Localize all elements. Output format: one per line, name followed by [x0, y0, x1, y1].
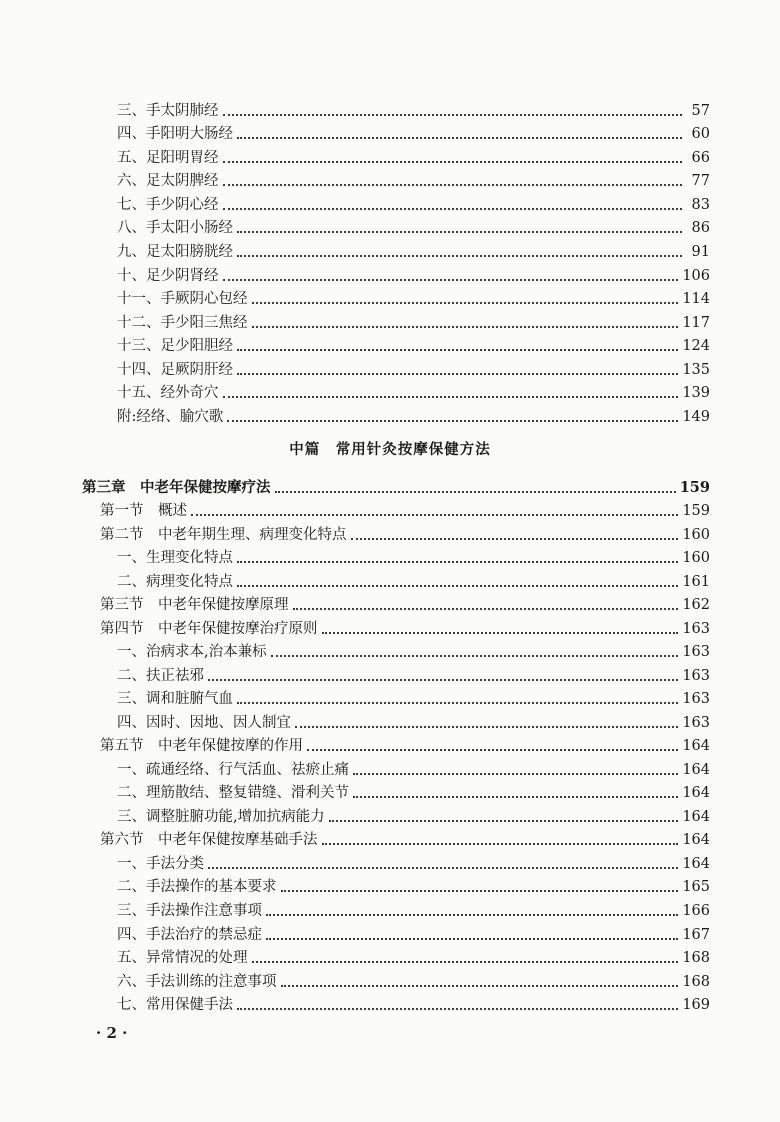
- part-title: 中篇 常用针灸按摩保健方法: [289, 441, 491, 458]
- dot-leader: [223, 114, 683, 116]
- toc-entry-page: 77: [691, 173, 710, 189]
- toc-entry-page: 163: [682, 715, 710, 731]
- toc-entry-label: 十三、足少阳胆经: [117, 338, 233, 354]
- toc-entry: [117, 849, 710, 873]
- dot-leader: [223, 208, 683, 210]
- toc-entry: [117, 755, 710, 779]
- toc-entry: [117, 143, 710, 167]
- toc-entry-label: 第一节 概述: [100, 503, 187, 519]
- dot-leader: [351, 538, 679, 540]
- toc-entry-page: 86: [691, 220, 710, 236]
- toc-entry-label: 第三章 中老年保健按摩疗法: [82, 479, 271, 496]
- toc-entry-page: 164: [682, 785, 710, 801]
- toc-entry-label: 六、足太阴脾经: [117, 173, 219, 189]
- toc-entry-page: 160: [682, 550, 710, 566]
- dot-leader: [208, 867, 678, 869]
- toc-entry: [117, 661, 710, 685]
- toc-entry-label: 十五、经外奇穴: [117, 385, 219, 401]
- dot-leader: [223, 396, 679, 398]
- dot-leader: [227, 420, 678, 422]
- dot-leader: [322, 632, 679, 634]
- toc-entry-page: 163: [682, 621, 710, 637]
- toc-section-entry: [100, 731, 710, 755]
- toc-entry-label: 五、足阳明胃经: [117, 150, 219, 166]
- toc-entry-page: 106: [682, 268, 710, 284]
- toc-entry-page: 117: [682, 315, 710, 331]
- dot-leader: [293, 608, 679, 610]
- dot-leader: [237, 373, 678, 375]
- toc-entry-label: 二、手法操作的基本要求: [117, 879, 277, 895]
- toc-entry-page: 159: [679, 479, 710, 496]
- toc-entry-label: 一、治病求本,治本兼标: [117, 644, 267, 660]
- toc-entry-label: 三、手太阴肺经: [117, 103, 219, 119]
- dot-leader: [275, 491, 676, 493]
- toc-entry-page: 57: [691, 103, 710, 119]
- toc-entry: [117, 708, 710, 732]
- toc-entry-page: 149: [682, 409, 710, 425]
- toc-entry-page: 163: [682, 644, 710, 660]
- toc-entry-page: 124: [682, 338, 710, 354]
- toc-entry: [117, 778, 710, 802]
- dot-leader: [266, 938, 678, 940]
- toc-entry-label: 十四、足厥阴肝经: [117, 362, 233, 378]
- toc-entry: [117, 402, 710, 426]
- toc-entry-label: 第四节 中老年保健按摩治疗原则: [100, 621, 318, 637]
- dot-leader: [223, 184, 683, 186]
- toc-entry-page: 164: [682, 738, 710, 754]
- dot-leader: [237, 137, 682, 139]
- toc-entry: [117, 237, 710, 261]
- dot-leader: [353, 796, 678, 798]
- toc-entry-page: 164: [682, 809, 710, 825]
- toc-entry-page: 167: [682, 927, 710, 943]
- toc-entry: [117, 331, 710, 355]
- toc-entry-label: 十一、手厥阴心包经: [117, 291, 248, 307]
- dot-leader: [252, 326, 679, 328]
- toc-entry-label: 附:经络、腧穴歌: [117, 409, 224, 425]
- toc-entry: [117, 567, 710, 591]
- dot-leader: [281, 985, 679, 987]
- toc-entry-page: 60: [691, 126, 710, 142]
- toc-entry-label: 二、病理变化特点: [117, 574, 233, 590]
- toc-entry-page: 91: [691, 244, 710, 260]
- toc-entry-page: 163: [682, 691, 710, 707]
- dot-leader: [252, 961, 679, 963]
- dot-leader: [208, 679, 678, 681]
- toc-entry: [117, 166, 710, 190]
- toc-entry-label: 三、手法操作注意事项: [117, 903, 262, 919]
- toc-entry-page: 114: [682, 291, 710, 307]
- dot-leader: [237, 1008, 678, 1010]
- toc-entry: [117, 543, 710, 567]
- toc-entry-label: 一、疏通经络、行气活血、祛瘀止痛: [117, 762, 349, 778]
- dot-leader: [281, 890, 679, 892]
- toc-entry-page: 83: [691, 197, 710, 213]
- toc-section-entry: [100, 520, 710, 544]
- dot-leader: [237, 702, 678, 704]
- toc-entry: [117, 920, 710, 944]
- toc-entry-page: 168: [682, 974, 710, 990]
- toc-entry: [117, 990, 710, 1014]
- toc-entry: [117, 261, 710, 285]
- toc-entry-label: 四、手阳明大肠经: [117, 126, 233, 142]
- toc-entry-page: 165: [682, 879, 710, 895]
- toc-entry-label: 一、手法分类: [117, 856, 204, 872]
- toc-entry-page: 169: [682, 997, 710, 1013]
- toc-entry-label: 第二节 中老年期生理、病理变化特点: [100, 527, 347, 543]
- toc-entry-page: 161: [682, 574, 710, 590]
- toc-entry-page: 162: [682, 597, 710, 613]
- toc-entry: [117, 896, 710, 920]
- toc-entry-page: 139: [682, 385, 710, 401]
- toc-entry: [117, 637, 710, 661]
- toc-entry: [117, 96, 710, 120]
- toc-entry-label: 八、手太阳小肠经: [117, 220, 233, 236]
- toc-entry-label: 十二、手少阳三焦经: [117, 315, 248, 331]
- dot-leader: [223, 279, 679, 281]
- toc-section-entry: [100, 614, 710, 638]
- toc-entry-label: 第三节 中老年保健按摩原理: [100, 597, 289, 613]
- dot-leader: [237, 231, 682, 233]
- dot-leader: [307, 749, 678, 751]
- toc-entry-page: 159: [682, 503, 710, 519]
- toc-entry: [117, 802, 710, 826]
- toc-entry-label: 一、生理变化特点: [117, 550, 233, 566]
- toc-entry: [117, 355, 710, 379]
- toc-entry: [117, 190, 710, 214]
- toc-entry: [117, 213, 710, 237]
- toc-entry: [117, 872, 710, 896]
- toc-entry-label: 第五节 中老年保健按摩的作用: [100, 738, 303, 754]
- toc-entry: [117, 308, 710, 332]
- dot-leader: [329, 820, 679, 822]
- toc-entry-page: 163: [682, 668, 710, 684]
- toc-entry-label: 四、因时、因地、因人制宜: [117, 715, 291, 731]
- dot-leader: [237, 585, 678, 587]
- dot-leader: [237, 561, 678, 563]
- dot-leader: [237, 255, 682, 257]
- toc-entry-page: 66: [691, 150, 710, 166]
- toc-section-entry: [100, 590, 710, 614]
- toc-entry: [117, 967, 710, 991]
- dot-leader: [191, 514, 678, 516]
- toc-entry: [117, 378, 710, 402]
- toc-entry-label: 第六节 中老年保健按摩基础手法: [100, 832, 318, 848]
- toc-entry-label: 二、扶正祛邪: [117, 668, 204, 684]
- toc-entry-page: 166: [682, 903, 710, 919]
- toc-entry: [117, 943, 710, 967]
- toc-section-entry: [100, 496, 710, 520]
- toc-entry-label: 七、常用保健手法: [117, 997, 233, 1013]
- toc-entry-page: 164: [682, 762, 710, 778]
- dot-leader: [266, 914, 678, 916]
- toc-entry-page: 160: [682, 527, 710, 543]
- toc-entry-label: 九、足太阳膀胱经: [117, 244, 233, 260]
- toc-chapter-entry: [82, 473, 710, 497]
- dot-leader: [252, 302, 679, 304]
- toc-entry-label: 二、理筋散结、整复错缝、滑利关节: [117, 785, 349, 801]
- toc-entry: [117, 119, 710, 143]
- dot-leader: [295, 726, 678, 728]
- dot-leader: [237, 349, 678, 351]
- toc-entry-label: 十、足少阴肾经: [117, 268, 219, 284]
- toc-entry: [117, 284, 710, 308]
- toc-entry-label: 三、调和脏腑气血: [117, 691, 233, 707]
- toc-entry: [117, 684, 710, 708]
- toc-entry-page: 135: [682, 362, 710, 378]
- toc-entry-label: 六、手法训练的注意事项: [117, 974, 277, 990]
- page-number: · 2 ·: [96, 1024, 128, 1042]
- toc-entry-label: 五、异常情况的处理: [117, 950, 248, 966]
- toc-entry-label: 三、调整脏腑功能,增加抗病能力: [117, 809, 325, 825]
- dot-leader: [223, 161, 683, 163]
- toc-section-entry: [100, 825, 710, 849]
- toc-entry-page: 164: [682, 832, 710, 848]
- toc-entry-label: 四、手法治疗的禁忌症: [117, 927, 262, 943]
- toc-entry-page: 168: [682, 950, 710, 966]
- dot-leader: [322, 843, 679, 845]
- dot-leader: [271, 655, 679, 657]
- toc-entry-label: 七、手少阴心经: [117, 197, 219, 213]
- toc-entry-page: 164: [682, 856, 710, 872]
- dot-leader: [353, 773, 678, 775]
